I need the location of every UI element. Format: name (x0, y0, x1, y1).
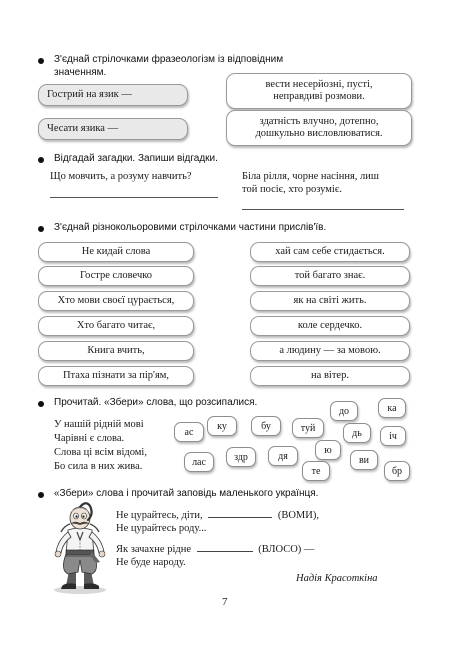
proverb-left-6[interactable]: Птаха пізнати за пір'ям, (38, 366, 194, 386)
bullet (38, 58, 44, 64)
answer-line-1[interactable] (50, 197, 218, 198)
commandment-line-3: Як зачахне рідне (ВЛОСО) — (116, 544, 315, 555)
syllable-card[interactable]: туй (292, 418, 324, 438)
page-number: 7 (222, 596, 228, 608)
proverb-left-3[interactable]: Хто мови своєї цурається, (38, 291, 194, 311)
proverb-right-5[interactable]: а людину — за мовою. (250, 341, 410, 361)
proverb-left-4[interactable]: Хто багато читає, (38, 316, 194, 336)
phrase-left-2[interactable]: Чесати язика — (38, 118, 188, 140)
syllable-card[interactable]: те (302, 461, 330, 481)
proverb-right-2[interactable]: той багато знає. (250, 266, 410, 286)
bullet (38, 226, 44, 232)
meaning-right-2[interactable]: здатність влучно, дотепно, дошкульно висловлюватися. (226, 110, 412, 146)
task1-instruction: З'єднай стрілочками фразеологізм із відповідним значенням. (54, 54, 284, 78)
proverb-left-1[interactable]: Не кидай слова (38, 242, 194, 262)
syllable-card[interactable]: ку (207, 416, 237, 436)
syllable-card[interactable]: бу (251, 416, 281, 436)
syllable-card[interactable]: ю (315, 440, 341, 460)
commandment-line-1: Не цурайтесь, діти, (ВОМИ), (116, 510, 319, 521)
task5-instruction: «Збери» слова і прочитай заповідь маленького українця. (54, 488, 319, 499)
phrase-left-1[interactable]: Гострий на язик — (38, 84, 188, 106)
riddle-2: Біла рілля, чорне насіння, лиш той посіє, хто розуміє. (242, 171, 380, 195)
commandment-line-4: Не буде народу. (116, 557, 186, 568)
syllable-card[interactable]: іч (380, 426, 406, 446)
proverb-right-3[interactable]: як на світі жить. (250, 291, 410, 311)
task4-instruction: Прочитай. «Збери» слова, що розсипалися. (54, 397, 258, 408)
meaning-right-1[interactable]: вести несерйозні, пусті, неправдиві розмови. (226, 73, 412, 109)
task3-instruction: З'єднай різнокольоровими стрілочками частини прислів'їв. (54, 222, 327, 233)
task2-instruction: Відгадай загадки. Запиши відгадки. (54, 153, 218, 164)
blank-line[interactable] (197, 542, 253, 552)
poem: У нашій рідній мові Чарівні є слова. Слова ці всім відомі, Бо сила в них жива. (54, 419, 147, 472)
syllable-card[interactable]: бр (384, 461, 410, 481)
answer-line-2[interactable] (242, 209, 404, 210)
syllable-card[interactable]: ви (350, 450, 378, 470)
syllable-card[interactable]: до (330, 401, 358, 421)
bullet (38, 401, 44, 407)
commandment-line-2: Не цурайтесь роду... (116, 523, 207, 534)
syllable-card[interactable]: ас (174, 422, 204, 442)
proverb-right-6[interactable]: на вітер. (250, 366, 410, 386)
bullet (38, 157, 44, 163)
proverb-left-5[interactable]: Книга вчить, (38, 341, 194, 361)
syllable-card[interactable]: здр (226, 447, 256, 467)
syllable-card[interactable]: лас (184, 452, 214, 472)
blank-line[interactable] (208, 508, 272, 518)
poem-author: Надія Красоткіна (296, 573, 378, 584)
cossack-boy-illustration (44, 500, 120, 596)
riddle-1: Що мовчить, а розуму навчить? (50, 171, 192, 182)
proverb-right-1[interactable]: хай сам себе стидається. (250, 242, 410, 262)
bullet (38, 492, 44, 498)
proverb-right-4[interactable]: коле сердечко. (250, 316, 410, 336)
syllable-card[interactable]: дя (268, 446, 298, 466)
syllable-card[interactable]: дь (343, 423, 371, 443)
syllable-card[interactable]: ка (378, 398, 406, 418)
proverb-left-2[interactable]: Гостре словечко (38, 266, 194, 286)
